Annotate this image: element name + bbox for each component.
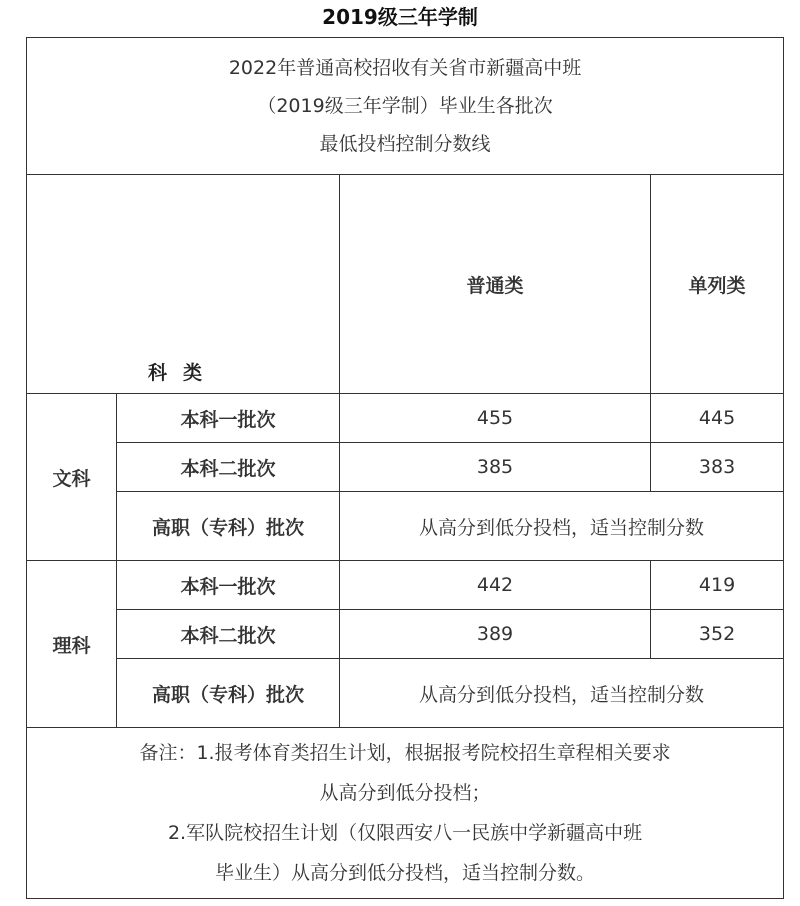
table-caption [27,38,784,175]
note-line-4: 毕业生）从高分到低分投档，适当控制分数。 [215,862,596,884]
header-row [27,175,784,394]
group-label-science: 理科 [27,561,117,728]
score-general: 385 [340,443,651,492]
merged-note-cell: 从高分到低分投档，适当控制分数 [340,659,784,728]
table-row [27,394,784,443]
score-general: 389 [340,610,651,659]
note-line-3: 2.军队院校招生计划（仅限西安八一民族中学新疆高中班 [167,822,643,844]
score-general: 442 [340,561,651,610]
column-header-general: 普通类 [340,175,651,394]
caption-line-1: 2022年普通高校招收有关省市新疆高中班 [228,57,582,79]
table-row [27,443,784,492]
table-row [27,610,784,659]
note-line-2: 从高分到低分投档； [319,782,491,804]
score-separate: 445 [651,394,784,443]
batch-label: 本科一批次 [117,394,340,443]
subject-category-header [27,175,340,394]
group-label-liberal-arts: 文科 [27,394,117,561]
table-row [27,492,784,561]
notes-cell [27,728,784,899]
document-title: 2019级三年学制 [322,5,478,29]
admission-score-table [26,37,784,899]
score-general: 455 [340,394,651,443]
batch-label: 本科二批次 [117,443,340,492]
score-separate: 419 [651,561,784,610]
table-row [27,561,784,610]
caption-line-2: （2019级三年学制）毕业生各批次 [257,95,553,117]
batch-label: 本科二批次 [117,610,340,659]
score-separate: 352 [651,610,784,659]
caption-line-3: 最低投档控制分数线 [319,133,491,155]
note-line-1: 备注：1.报考体育类招生计划，根据报考院校招生章程相关要求 [139,742,671,764]
caption-row [27,38,784,175]
score-separate: 383 [651,443,784,492]
batch-label: 高职（专科）批次 [117,659,340,728]
subject-category-label: 科类 [147,362,218,384]
merged-note-cell: 从高分到低分投档，适当控制分数 [340,492,784,561]
notes-row [27,728,784,899]
batch-label: 本科一批次 [117,561,340,610]
batch-label: 高职（专科）批次 [117,492,340,561]
column-header-separate: 单列类 [651,175,784,394]
table-row [27,659,784,728]
